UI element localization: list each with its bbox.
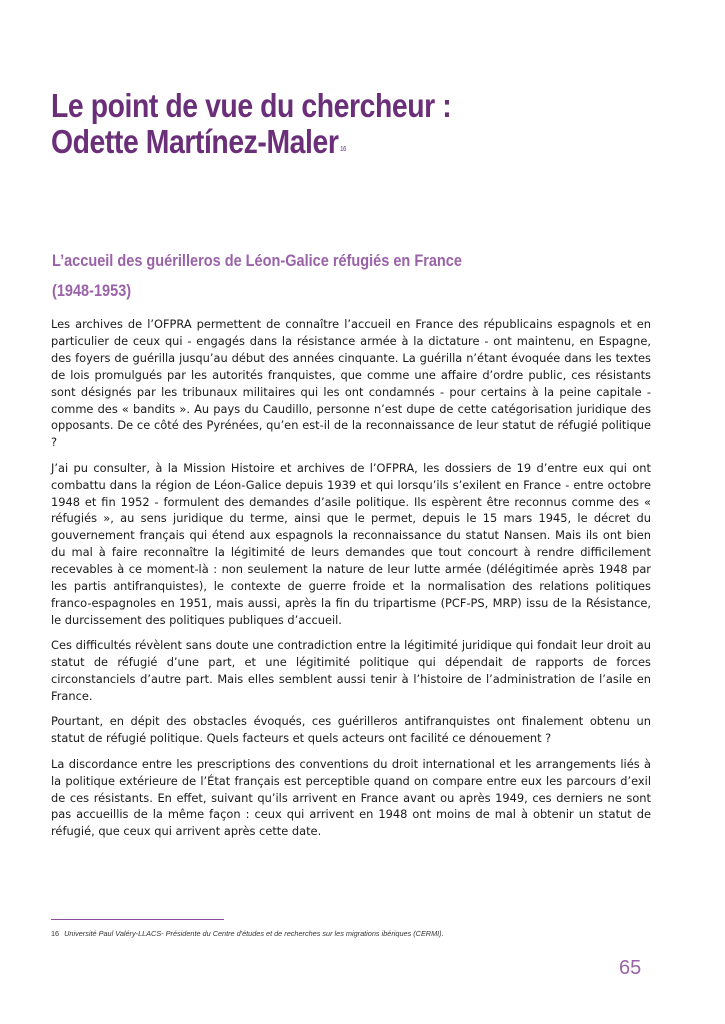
page-title	[51, 88, 533, 170]
paragraph: J’ai pu consulter, à la Mission Histoire et archives de l’OFPRA, les dossiers de 19 d’entre eux qui ont combattu dans la région de Léon-Galice depuis 1939 et qui lorsqu’ils s’exilent en France - entre octobre 1948 et fin 1952 - formulent des demandes d’asile politique. Ils espèrent être reconnus comme des « réfugiés », au sens juridique du terme, ainsi que le permet, depuis le 15 mars 1945, le décret du gouvernement français qui étend aux espagnols la reconnaissance du statut Nansen. Mais ils ont bien du mal à faire reconnaître la légitimité de leurs demandes que tout concourt à rendre difficilement recevables à ce moment-là : non seulement la nature de leur lutte armée (délégitimée après 1948 par les partis antifranquistes), le contexte de guerre froide et la normalisation des relations politiques franco-espagnoles en 1951, mais aussi, après la fin du tripartisme (PCF-PS, MRP) issu de la Résistance, le durcissement des politiques publiques d’accueil.	[51, 460, 651, 627]
paragraph: Les archives de l’OFPRA permettent de connaître l’accueil en France des républicains espagnols et en particulier de ceux qui - engagés dans la résistance armée à la dictature - ont maintenu, en Espagne, des foyers de guérilla jusqu’au début des années cinquante. La guérilla n’étant évoquée dans les textes de lois promulgués par les autorités franquistes, que comme une affaire d’ordre public, ces résistants sont désignés par les tribunaux militaires qui les ont condamnés - pour certains à la peine capitale - comme des « bandits ». Au pays du Caudillo, personne n’est dupe de cette catégorisation juridique des opposants. De ce côté des Pyrénées, qu’en est-il de la reconnaissance de leur statut de réfugié politique ?	[51, 317, 651, 450]
paragraph: Ces difficultés révèlent sans doute une contradiction entre la légitimité juridique qui fondait leur droit au statut de réfugié d’une part, et une légitimité politique qui dépendait de rapports de forces circonstanciels d’autre part. Mais elles semblent aussi tenir à l’histoire de l’administration de l’asile en France.	[51, 638, 651, 704]
subtitle-line-2: (1948-1953)	[52, 281, 132, 300]
footnote-number: 16	[51, 929, 60, 938]
footnote-divider	[51, 919, 224, 920]
section-subtitle	[52, 246, 580, 306]
page-number: 65	[619, 957, 642, 979]
title-line-1: Le point de vue du chercheur :	[51, 87, 452, 125]
paragraph: La discordance entre les prescriptions des conventions du droit international et les arrangements liés à la politique extérieure de l’État français est perceptible quand on compare entre eux les parcours d’exil de ces résistants. En effet, suivant qu’ils arrivent en France avant ou après 1949, ces derniers ne sont pas accueillis de la même façon : ceux qui arrivent en 1948 ont moins de mal à obtenir un statut de réfugié, que ceux qui arrivent après cette date.	[51, 756, 651, 839]
footnote-reference[interactable]: 16	[340, 146, 347, 154]
article-body	[51, 316, 651, 849]
subtitle-line-1: L’accueil des guérilleros de Léon-Galice réfugiés en France	[52, 251, 462, 270]
author-name: Odette Martínez-Maler	[51, 123, 339, 161]
paragraph: Pourtant, en dépit des obstacles évoqués, ces guérilleros antifranquistes ont finalement obtenu un statut de réfugié politique. Quels facteurs et quels acteurs ont facilité ce dénouement ?	[51, 714, 651, 746]
footnote-text: Université Paul Valéry-LLACS- Présidente du Centre d'études et de recherches sur les migrations ibériques (CERMI).	[64, 929, 444, 938]
title-line-2	[51, 124, 533, 170]
footnote	[51, 929, 671, 938]
